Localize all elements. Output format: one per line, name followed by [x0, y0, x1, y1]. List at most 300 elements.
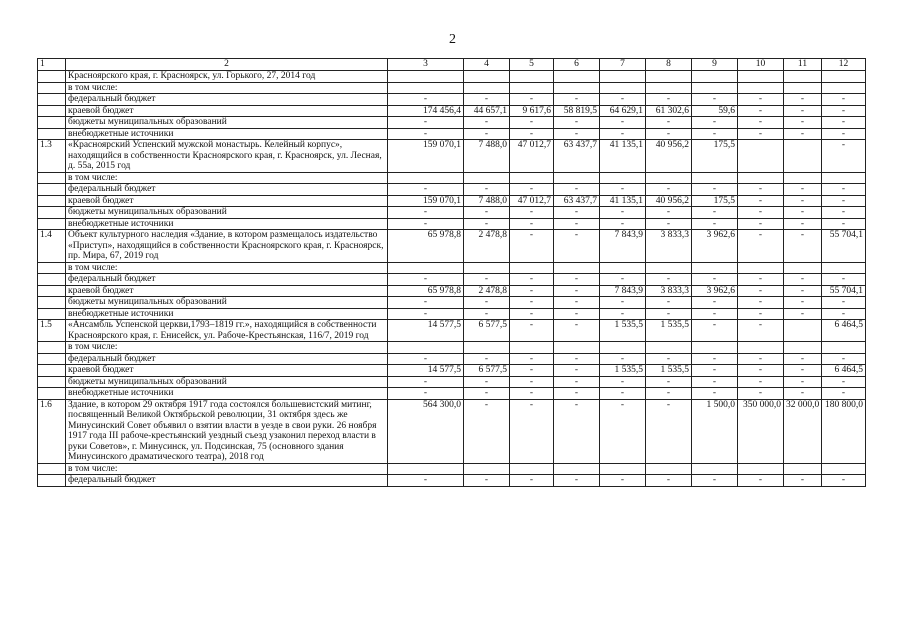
table-row	[38, 184, 866, 196]
table-row	[38, 82, 866, 94]
value-cell: -	[554, 117, 600, 129]
row-index	[38, 463, 66, 475]
value-cell: -	[784, 274, 822, 286]
value-cell: 180 800,0	[822, 399, 866, 463]
value-cell: 47 012,7	[510, 195, 554, 207]
value-cell: -	[692, 128, 738, 140]
value-cell: -	[646, 297, 692, 309]
value-cell: -	[646, 184, 692, 196]
value-cell: 14 577,5	[388, 365, 464, 377]
value-cell: -	[554, 94, 600, 106]
value-cell: -	[388, 297, 464, 309]
value-cell: -	[738, 320, 784, 342]
table-row	[38, 262, 866, 274]
value-cell	[784, 140, 822, 173]
value-cell: -	[738, 117, 784, 129]
value-cell	[464, 71, 510, 83]
value-cell: 7 843,9	[600, 285, 646, 297]
row-name: внебюджетные источники	[66, 388, 388, 400]
value-cell: -	[692, 475, 738, 487]
table-row	[38, 105, 866, 117]
value-cell: -	[692, 94, 738, 106]
row-name: бюджеты муниципальных образований	[66, 297, 388, 309]
value-cell	[464, 463, 510, 475]
value-cell: -	[600, 388, 646, 400]
table-row	[38, 399, 866, 463]
value-cell: 7 488,0	[464, 195, 510, 207]
column-header: 3	[388, 59, 464, 71]
value-cell: 3 962,6	[692, 285, 738, 297]
value-cell: -	[464, 308, 510, 320]
value-cell: 175,5	[692, 140, 738, 173]
value-cell: 1 535,5	[646, 365, 692, 377]
value-cell: -	[738, 285, 784, 297]
value-cell: 40 956,2	[646, 195, 692, 207]
value-cell: -	[388, 94, 464, 106]
value-cell	[822, 172, 866, 184]
table-row	[38, 463, 866, 475]
value-cell: 2 478,8	[464, 230, 510, 263]
value-cell: -	[510, 353, 554, 365]
table-row	[38, 274, 866, 286]
table-row	[38, 218, 866, 230]
value-cell: 63 437,7	[554, 195, 600, 207]
table-row	[38, 285, 866, 297]
value-cell: -	[600, 376, 646, 388]
value-cell: -	[784, 105, 822, 117]
value-cell: -	[554, 365, 600, 377]
table-row	[38, 353, 866, 365]
value-cell: -	[464, 475, 510, 487]
value-cell	[510, 262, 554, 274]
value-cell: -	[692, 274, 738, 286]
value-cell: -	[784, 376, 822, 388]
value-cell: -	[510, 297, 554, 309]
value-cell	[388, 463, 464, 475]
row-index	[38, 342, 66, 354]
value-cell: -	[784, 94, 822, 106]
value-cell	[784, 463, 822, 475]
value-cell: 3 962,6	[692, 230, 738, 263]
value-cell: 1 535,5	[646, 320, 692, 342]
value-cell	[822, 262, 866, 274]
value-cell: -	[600, 218, 646, 230]
value-cell: 6 464,5	[822, 320, 866, 342]
value-cell: -	[646, 274, 692, 286]
value-cell: -	[554, 128, 600, 140]
value-cell: -	[822, 140, 866, 173]
value-cell: 65 978,8	[388, 285, 464, 297]
value-cell: 175,5	[692, 195, 738, 207]
row-name: краевой бюджет	[66, 105, 388, 117]
value-cell: -	[646, 388, 692, 400]
value-cell: 55 704,1	[822, 230, 866, 263]
value-cell: -	[600, 207, 646, 219]
column-header: 7	[600, 59, 646, 71]
table-row	[38, 320, 866, 342]
value-cell: -	[738, 297, 784, 309]
value-cell	[464, 82, 510, 94]
row-index	[38, 308, 66, 320]
value-cell	[738, 262, 784, 274]
row-index	[38, 285, 66, 297]
value-cell	[554, 342, 600, 354]
value-cell: -	[510, 218, 554, 230]
value-cell	[388, 262, 464, 274]
value-cell: 9 617,6	[510, 105, 554, 117]
value-cell: -	[388, 388, 464, 400]
table-row	[38, 230, 866, 263]
table-row	[38, 128, 866, 140]
value-cell: 350 000,0	[738, 399, 784, 463]
value-cell: -	[738, 388, 784, 400]
value-cell: -	[388, 207, 464, 219]
row-index	[38, 365, 66, 377]
value-cell: 59,6	[692, 105, 738, 117]
value-cell: 7 488,0	[464, 140, 510, 173]
row-name: внебюджетные источники	[66, 218, 388, 230]
value-cell: -	[784, 388, 822, 400]
column-header: 5	[510, 59, 554, 71]
value-cell: -	[510, 365, 554, 377]
value-cell: -	[692, 353, 738, 365]
column-header: 9	[692, 59, 738, 71]
value-cell: 159 070,1	[388, 140, 464, 173]
column-header: 8	[646, 59, 692, 71]
value-cell: -	[646, 353, 692, 365]
row-name: федеральный бюджет	[66, 184, 388, 196]
value-cell: -	[738, 475, 784, 487]
value-cell: -	[554, 399, 600, 463]
value-cell	[784, 71, 822, 83]
value-cell	[646, 82, 692, 94]
row-name: федеральный бюджет	[66, 475, 388, 487]
value-cell: -	[554, 230, 600, 263]
value-cell	[600, 82, 646, 94]
value-cell: -	[822, 376, 866, 388]
row-name: бюджеты муниципальных образований	[66, 376, 388, 388]
value-cell: -	[784, 353, 822, 365]
value-cell: 1 500,0	[692, 399, 738, 463]
value-cell	[646, 71, 692, 83]
value-cell: -	[784, 184, 822, 196]
value-cell: -	[464, 117, 510, 129]
value-cell: -	[822, 218, 866, 230]
table-row	[38, 140, 866, 173]
row-index	[38, 376, 66, 388]
value-cell: -	[738, 195, 784, 207]
value-cell	[510, 71, 554, 83]
value-cell: -	[784, 218, 822, 230]
value-cell	[464, 172, 510, 184]
table-row	[38, 475, 866, 487]
row-index	[38, 475, 66, 487]
value-cell: -	[738, 184, 784, 196]
value-cell: -	[510, 207, 554, 219]
value-cell: -	[554, 388, 600, 400]
value-cell: -	[822, 353, 866, 365]
value-cell	[388, 82, 464, 94]
value-cell: -	[600, 184, 646, 196]
row-index	[38, 274, 66, 286]
value-cell: -	[600, 399, 646, 463]
value-cell	[784, 342, 822, 354]
value-cell: -	[784, 207, 822, 219]
value-cell: -	[822, 195, 866, 207]
value-cell: -	[554, 184, 600, 196]
row-name: в том числе:	[66, 172, 388, 184]
column-header: 6	[554, 59, 600, 71]
row-index	[38, 297, 66, 309]
value-cell: -	[554, 274, 600, 286]
row-index	[38, 82, 66, 94]
row-name: в том числе:	[66, 342, 388, 354]
row-name: краевой бюджет	[66, 195, 388, 207]
table-row	[38, 71, 866, 83]
table-header-row	[38, 59, 866, 71]
value-cell: 47 012,7	[510, 140, 554, 173]
value-cell	[738, 172, 784, 184]
value-cell: -	[510, 184, 554, 196]
value-cell	[738, 463, 784, 475]
value-cell: -	[510, 388, 554, 400]
value-cell: -	[692, 184, 738, 196]
value-cell: -	[738, 365, 784, 377]
value-cell: -	[510, 475, 554, 487]
value-cell: -	[692, 297, 738, 309]
value-cell	[388, 71, 464, 83]
value-cell: -	[554, 207, 600, 219]
value-cell: -	[822, 308, 866, 320]
row-name: Здание, в котором 29 октября 1917 года состоялся большевистский митинг, посвященный Великой Октябрьской революции, 31 октября здесь же Минусинский Совет объявил о взятии власти в уезде в свои руки. 26 ноября 1917 года III рабоче-крестьянский уездный съезд узаконил переход власти в руки Советов», г. Минусинск, ул. Подсинская, 75 (основного здания Минусинского драматического театра), 2018 год	[66, 399, 388, 463]
value-cell: -	[554, 475, 600, 487]
value-cell	[554, 71, 600, 83]
value-cell: -	[600, 475, 646, 487]
column-header: 4	[464, 59, 510, 71]
value-cell: -	[464, 388, 510, 400]
row-index: 1.6	[38, 399, 66, 463]
row-name: бюджеты муниципальных образований	[66, 207, 388, 219]
table-row	[38, 94, 866, 106]
value-cell: -	[554, 297, 600, 309]
value-cell: -	[822, 94, 866, 106]
value-cell: -	[646, 207, 692, 219]
value-cell: -	[554, 353, 600, 365]
value-cell	[600, 342, 646, 354]
value-cell: -	[822, 297, 866, 309]
value-cell	[646, 172, 692, 184]
value-cell: -	[738, 353, 784, 365]
value-cell	[822, 342, 866, 354]
value-cell: -	[600, 353, 646, 365]
value-cell: -	[822, 117, 866, 129]
value-cell: -	[784, 195, 822, 207]
row-name: в том числе:	[66, 463, 388, 475]
value-cell: -	[464, 353, 510, 365]
value-cell: -	[510, 376, 554, 388]
column-header: 11	[784, 59, 822, 71]
value-cell: -	[464, 218, 510, 230]
value-cell	[692, 342, 738, 354]
value-cell: -	[554, 308, 600, 320]
value-cell	[464, 342, 510, 354]
value-cell: -	[510, 128, 554, 140]
value-cell: 58 819,5	[554, 105, 600, 117]
page-number: 2	[449, 32, 456, 47]
table-row	[38, 297, 866, 309]
value-cell: -	[464, 94, 510, 106]
value-cell: -	[738, 218, 784, 230]
value-cell: -	[510, 117, 554, 129]
row-index	[38, 71, 66, 83]
row-name: в том числе:	[66, 82, 388, 94]
value-cell: -	[510, 285, 554, 297]
value-cell: 64 629,1	[600, 105, 646, 117]
value-cell: 2 478,8	[464, 285, 510, 297]
value-cell: -	[692, 218, 738, 230]
value-cell	[554, 262, 600, 274]
value-cell	[738, 71, 784, 83]
value-cell: -	[822, 105, 866, 117]
table-row	[38, 308, 866, 320]
value-cell: -	[388, 376, 464, 388]
value-cell	[692, 71, 738, 83]
row-name: Красноярского края, г. Красноярск, ул. Горького, 27, 2014 год	[66, 71, 388, 83]
value-cell	[822, 71, 866, 83]
value-cell	[510, 342, 554, 354]
row-name: Объект культурного наследия «Здание, в котором размещалось издательство «Приступ», находящийся в собственности Красноярского края, г. Красноярск, пр. Мира, 67, 2019 год	[66, 230, 388, 263]
row-index: 1.3	[38, 140, 66, 173]
value-cell	[822, 463, 866, 475]
row-index: 1.5	[38, 320, 66, 342]
value-cell: -	[692, 308, 738, 320]
value-cell: -	[600, 297, 646, 309]
row-name: федеральный бюджет	[66, 353, 388, 365]
value-cell: -	[464, 274, 510, 286]
value-cell: -	[646, 475, 692, 487]
value-cell	[464, 262, 510, 274]
table-row	[38, 365, 866, 377]
row-index	[38, 262, 66, 274]
value-cell: -	[464, 207, 510, 219]
value-cell: -	[510, 230, 554, 263]
value-cell: 174 456,4	[388, 105, 464, 117]
value-cell: -	[646, 94, 692, 106]
value-cell: 564 300,0	[388, 399, 464, 463]
value-cell: -	[738, 274, 784, 286]
value-cell	[646, 463, 692, 475]
row-name: в том числе:	[66, 262, 388, 274]
value-cell: -	[692, 117, 738, 129]
value-cell	[738, 342, 784, 354]
row-index	[38, 94, 66, 106]
table-row	[38, 172, 866, 184]
value-cell: -	[784, 475, 822, 487]
row-index	[38, 117, 66, 129]
value-cell: -	[464, 128, 510, 140]
value-cell: -	[738, 94, 784, 106]
row-index	[38, 353, 66, 365]
value-cell: -	[738, 207, 784, 219]
value-cell	[388, 342, 464, 354]
table-row	[38, 342, 866, 354]
value-cell: -	[600, 117, 646, 129]
value-cell	[600, 172, 646, 184]
value-cell	[692, 172, 738, 184]
value-cell	[784, 262, 822, 274]
value-cell: -	[822, 128, 866, 140]
table-row	[38, 376, 866, 388]
value-cell: -	[822, 207, 866, 219]
value-cell: -	[600, 274, 646, 286]
value-cell: -	[822, 475, 866, 487]
value-cell: 6 577,5	[464, 320, 510, 342]
value-cell: -	[646, 399, 692, 463]
value-cell: -	[784, 230, 822, 263]
value-cell: -	[784, 365, 822, 377]
value-cell: -	[388, 274, 464, 286]
value-cell: -	[692, 320, 738, 342]
value-cell	[784, 320, 822, 342]
value-cell: -	[464, 184, 510, 196]
row-index	[38, 184, 66, 196]
value-cell	[554, 463, 600, 475]
row-index	[38, 128, 66, 140]
value-cell: -	[510, 320, 554, 342]
value-cell: -	[554, 285, 600, 297]
value-cell	[600, 71, 646, 83]
value-cell: -	[510, 308, 554, 320]
value-cell: 41 135,1	[600, 140, 646, 173]
value-cell: 55 704,1	[822, 285, 866, 297]
value-cell: -	[646, 128, 692, 140]
row-name: федеральный бюджет	[66, 94, 388, 106]
value-cell	[600, 262, 646, 274]
value-cell	[692, 262, 738, 274]
value-cell: -	[822, 274, 866, 286]
value-cell: -	[784, 285, 822, 297]
value-cell: -	[464, 399, 510, 463]
value-cell: -	[388, 308, 464, 320]
table-row	[38, 388, 866, 400]
value-cell	[554, 82, 600, 94]
value-cell: -	[510, 399, 554, 463]
value-cell: -	[784, 117, 822, 129]
value-cell	[388, 172, 464, 184]
value-cell	[692, 82, 738, 94]
row-name: краевой бюджет	[66, 365, 388, 377]
value-cell	[510, 463, 554, 475]
table-row	[38, 195, 866, 207]
row-index	[38, 388, 66, 400]
value-cell: 7 843,9	[600, 230, 646, 263]
value-cell	[784, 82, 822, 94]
value-cell: -	[738, 105, 784, 117]
value-cell: -	[388, 353, 464, 365]
value-cell: 65 978,8	[388, 230, 464, 263]
row-name: федеральный бюджет	[66, 274, 388, 286]
value-cell	[510, 172, 554, 184]
value-cell: -	[784, 308, 822, 320]
column-header: 12	[822, 59, 866, 71]
value-cell: -	[554, 376, 600, 388]
value-cell: -	[388, 475, 464, 487]
value-cell: -	[646, 218, 692, 230]
row-index	[38, 105, 66, 117]
value-cell: -	[646, 308, 692, 320]
value-cell: 6 577,5	[464, 365, 510, 377]
value-cell: 6 464,5	[822, 365, 866, 377]
